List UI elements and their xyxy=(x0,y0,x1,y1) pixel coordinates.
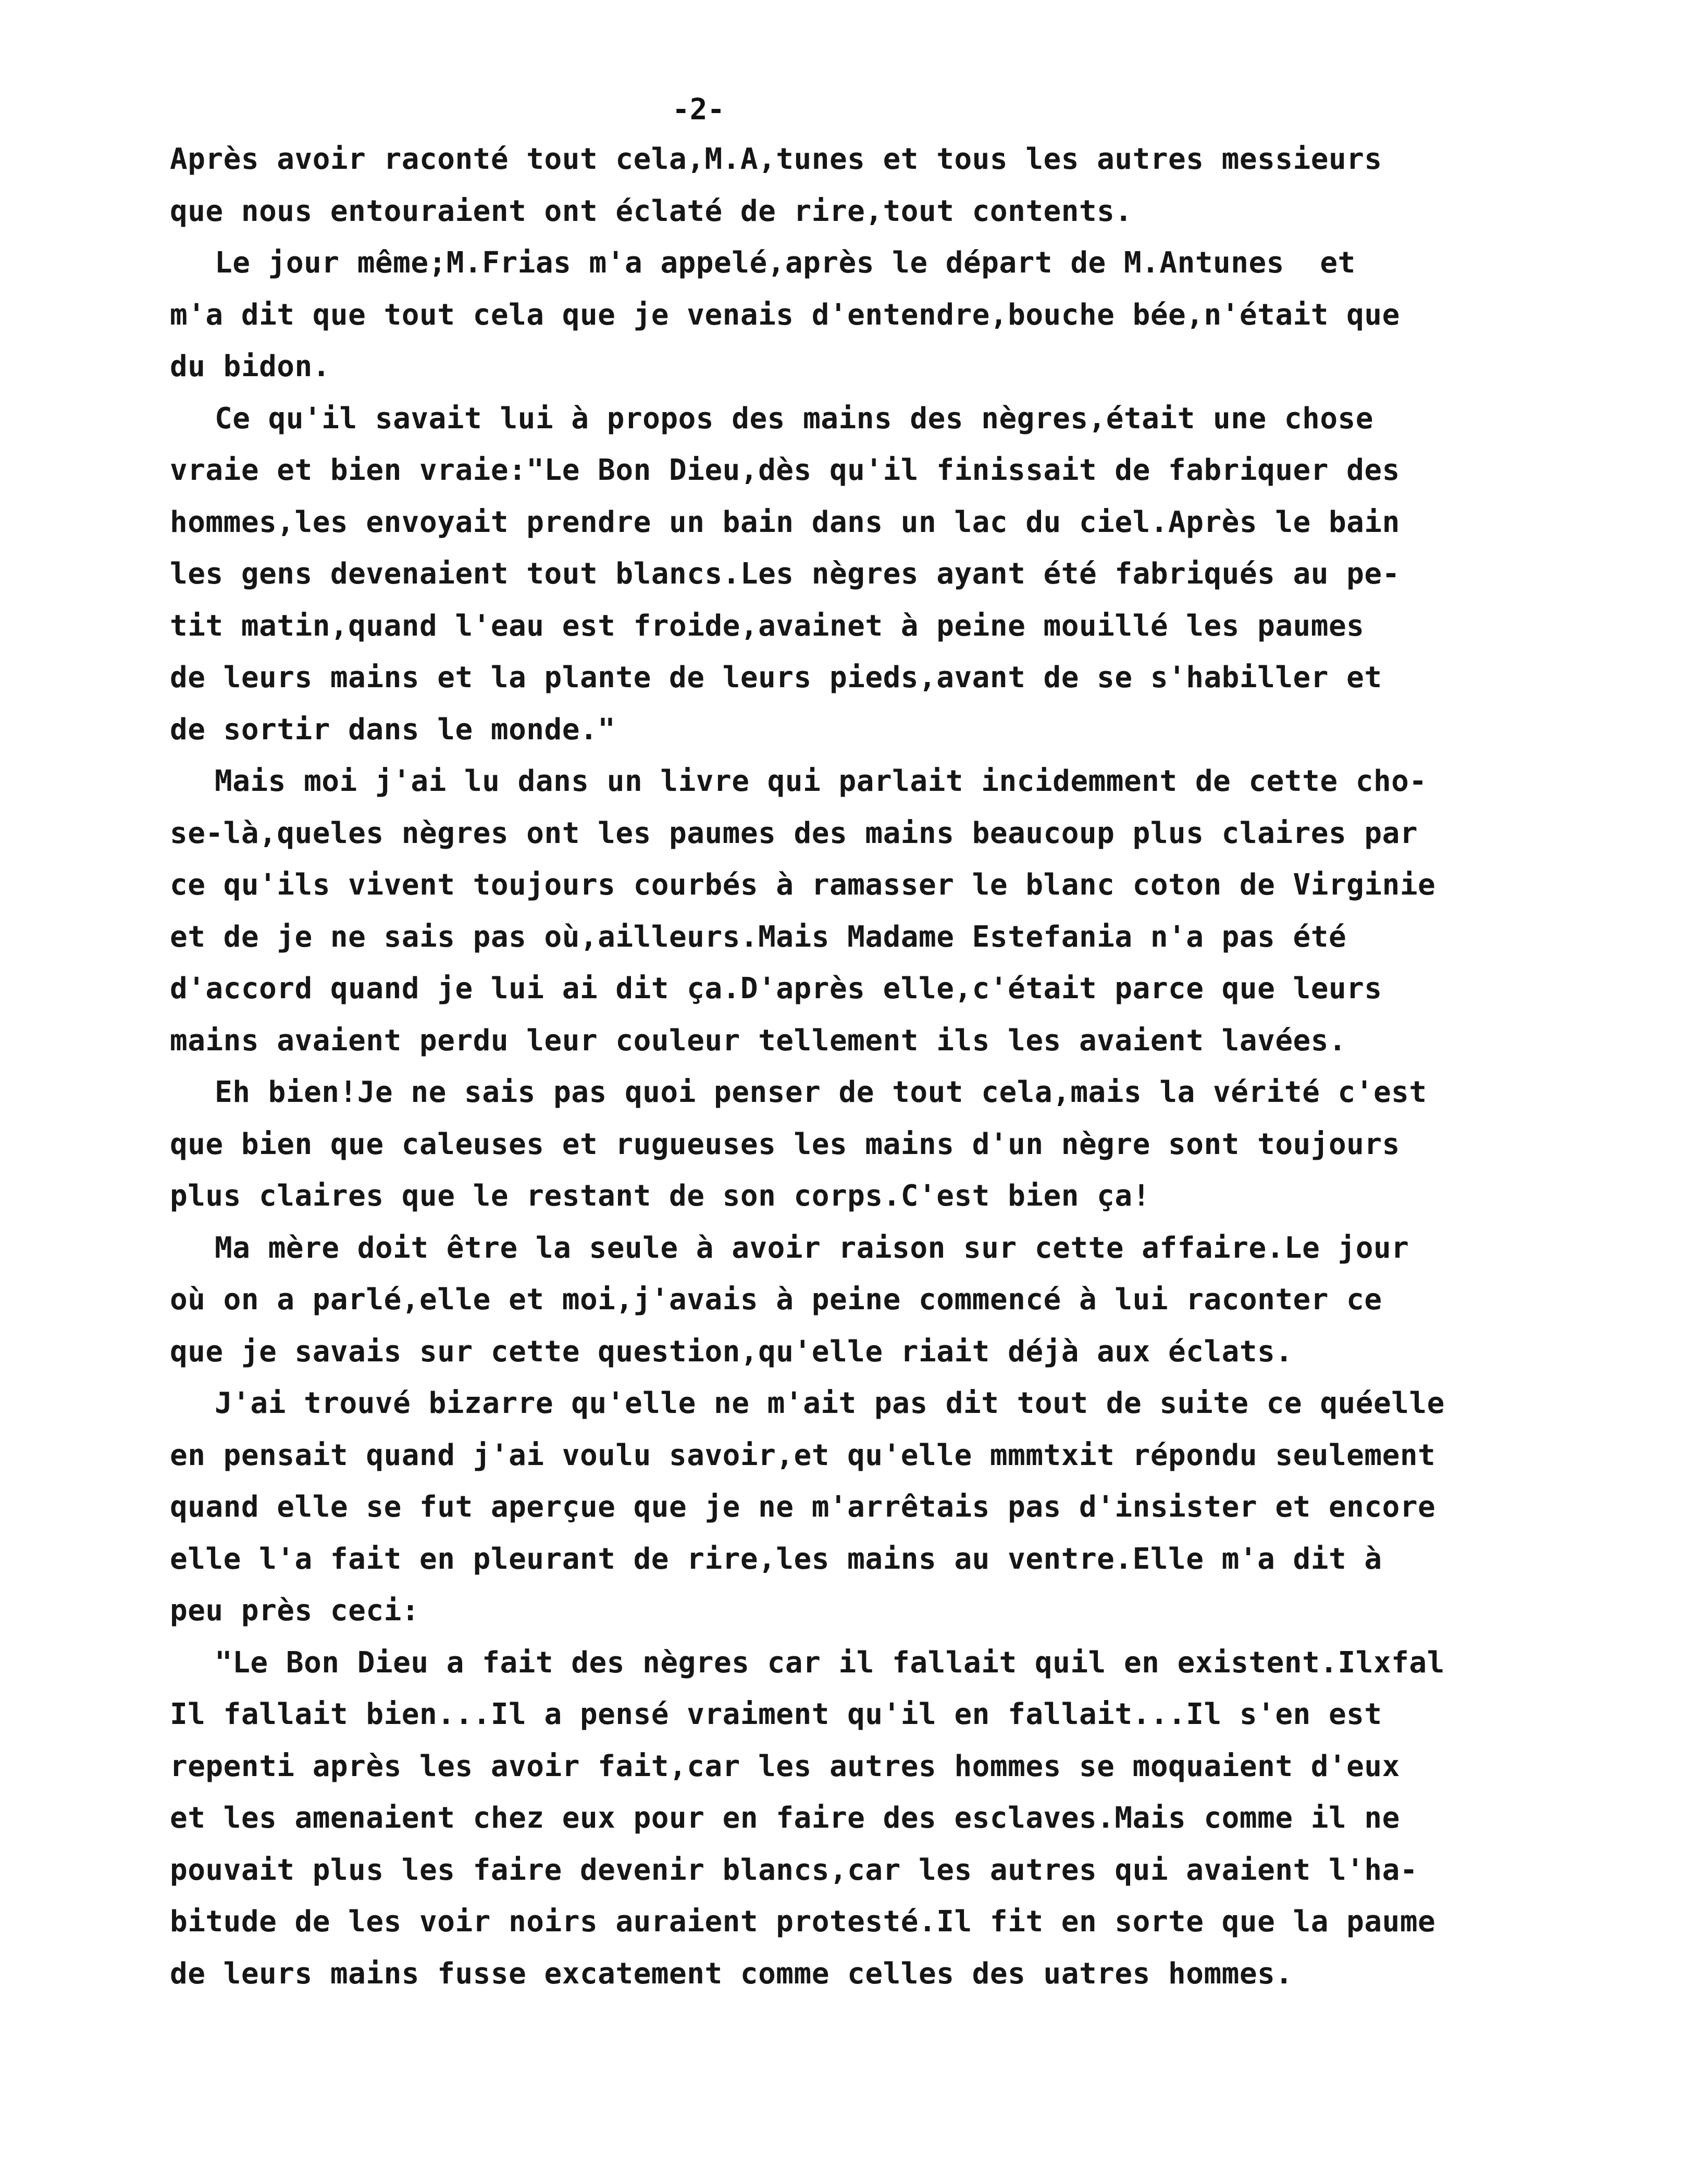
text-line: tit matin,quand l'eau est froide,avainet à peine mouillé les paumes xyxy=(170,609,1365,643)
text-line: de sortir dans le monde." xyxy=(170,712,616,747)
page-number: -2- xyxy=(672,93,725,127)
text-line: mains avaient perdu leur couleur tellement ils les avaient lavées. xyxy=(170,1023,1347,1058)
text-line: quand elle se fut aperçue que je ne m'arrêtais pas d'insister et encore xyxy=(170,1490,1436,1524)
text-line: du bidon. xyxy=(170,350,330,383)
text-line: plus claires que le restant de son corps.C'est bien ça! xyxy=(170,1179,1150,1213)
text-line: Mais moi j'ai lu dans un livre qui parlait incidemment de cette cho- xyxy=(215,764,1427,798)
text-line: J'ai trouvé bizarre qu'elle ne m'ait pas dit tout de suite ce quéelle xyxy=(215,1386,1445,1420)
text-line: elle l'a fait en pleurant de rire,les mains au ventre.Elle m'a dit à xyxy=(170,1542,1382,1576)
text-line: de leurs mains fusse excatement comme celles des uatres hommes. xyxy=(170,1956,1293,1991)
text-line: et les amenaient chez eux pour en faire des esclaves.Mais comme il ne xyxy=(170,1801,1400,1835)
text-line: d'accord quand je lui ai dit ça.D'après elle,c'était parce que leurs xyxy=(170,972,1382,1006)
text-line: hommes,les envoyait prendre un bain dans un lac du ciel.Après le bain xyxy=(170,505,1400,539)
text-line: Ce qu'il savait lui à propos des mains des nègres,était une chose xyxy=(215,401,1373,436)
text-line: Le jour même;M.Frias m'a appelé,après le départ de M.Antunes et xyxy=(215,246,1356,280)
text-line: et de je ne sais pas où,ailleurs.Mais Madame Estefania n'a pas été xyxy=(170,920,1347,954)
text-line: Ma mère doit être la seule à avoir raison sur cette affaire.Le jour xyxy=(215,1231,1409,1265)
text-line: m'a dit que tout cela que je venais d'entendre,bouche bée,n'était que xyxy=(170,297,1400,332)
text-line: Eh bien!Je ne sais pas quoi penser de tout cela,mais la vérité c'est xyxy=(215,1075,1427,1109)
text-line: Après avoir raconté tout cela,M.A,tunes et tous les autres messieurs xyxy=(170,142,1382,176)
body-text xyxy=(170,133,1525,2000)
text-line: où on a parlé,elle et moi,j'avais à peine commencé à lui raconter ce xyxy=(170,1283,1382,1317)
text-line: peu près ceci: xyxy=(170,1594,420,1628)
text-line: ce qu'ils vivent toujours courbés à ramasser le blanc coton de Virginie xyxy=(170,868,1436,902)
text-line: pouvait plus les faire devenir blancs,car les autres qui avaient l'ha- xyxy=(170,1853,1418,1887)
text-line: les gens devenaient tout blancs.Les nègres ayant été fabriqués au pe- xyxy=(170,557,1400,591)
text-line: "Le Bon Dieu a fait des nègres car il fallait quil en existent.Ilxfal xyxy=(215,1645,1445,1680)
text-line: bitude de les voir noirs auraient protesté.Il fit en sorte que la paume xyxy=(170,1905,1436,1939)
text-line: en pensait quand j'ai voulu savoir,et qu'elle mmmtxit répondu seulement xyxy=(170,1438,1436,1472)
text-line: de leurs mains et la plante de leurs pieds,avant de se s'habiller et xyxy=(170,661,1382,694)
text-line: Il fallait bien...Il a pensé vraiment qu'il en fallait...Il s'en est xyxy=(170,1697,1382,1731)
text-line: que nous entouraient ont éclaté de rire,tout contents. xyxy=(170,194,1133,228)
text-line: se-là,queles nègres ont les paumes des mains beaucoup plus claires par xyxy=(170,816,1418,850)
text-line: vraie et bien vraie:"Le Bon Dieu,dès qu'il finissait de fabriquer des xyxy=(170,453,1400,487)
text-line: repenti après les avoir fait,car les autres hommes se moquaient d'eux xyxy=(170,1749,1400,1783)
text-line: que je savais sur cette question,qu'elle riait déjà aux éclats. xyxy=(170,1334,1293,1369)
text-line: que bien que caleuses et rugueuses les mains d'un nègre sont toujours xyxy=(170,1127,1400,1161)
